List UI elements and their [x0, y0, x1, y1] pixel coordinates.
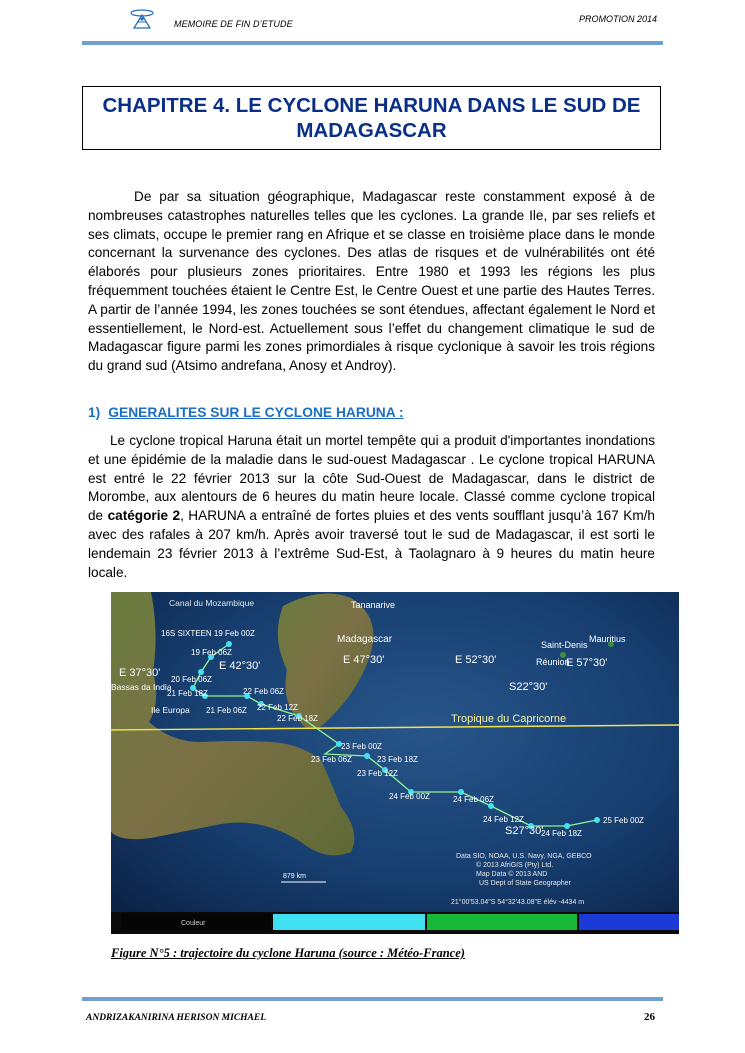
map-credit: US Dept of State Geographer — [479, 880, 571, 887]
map-label-europa: Ile Europa — [151, 705, 190, 715]
track-label: 23 Feb 18Z — [377, 755, 418, 764]
track-label: 22 Feb 12Z — [257, 703, 298, 712]
map-label-saint-denis: Saint-Denis — [541, 640, 588, 650]
track-label: 24 Feb 00Z — [389, 792, 430, 801]
map-coord-e42: E 42°30' — [219, 660, 261, 672]
legend-swatch-green — [427, 914, 577, 930]
page-number: 26 — [644, 1011, 655, 1023]
map-label-canal: Canal du Mozambique — [169, 598, 255, 608]
map-coord-s27: S27°30' — [505, 825, 544, 837]
school-logo — [128, 8, 156, 30]
section-paragraph-text-2: , HARUNA a entraîné de fortes pluies et des vents soufflant jusqu’à 167 Km/h avec des rafales à 207 km/h. Après avoir traversé tout le sud de Madagascar, il est sorti le lendemain 23 février 2013 à l’extrême Sud-Est, à Taolagnaro à 9 heures du matin heure locale. — [88, 508, 655, 580]
header-title: MEMOIRE DE FIN D’ETUDE — [174, 19, 293, 29]
figure-caption: Figure N°5 : trajectoire du cyclone Haruna (source : Météo-France) — [111, 946, 465, 960]
map-coords-readout: 21°00'53.04"S 54°32'43.08"E élév -4434 m — [451, 899, 585, 906]
section-paragraph — [88, 432, 655, 582]
section-paragraph-text-1: Le cyclone tropical Haruna était un mortel tempête qui a produit d'importantes inondations et une épidémie de la maladie dans le sud-ouest Madagascar . Le cyclone tropical HARUNA est entré le 22 février 2013 sur la côte Sud-Ouest de Madagascar, dans le district de Morombe, aux alentours de 6 heures du matin heure locale. Classé comme cyclone tropical de — [88, 433, 655, 524]
track-label: 23 Feb 00Z — [341, 742, 382, 751]
legend-swatch-cyan — [273, 914, 425, 930]
track-label: 22 Feb 06Z — [243, 687, 284, 696]
legend-swatch-blue — [579, 914, 679, 930]
track-label: 22 Feb 18Z — [277, 714, 318, 723]
section-number: 1) — [88, 405, 101, 420]
map-label-bassas: Bassas da India — [111, 682, 172, 692]
intro-paragraph: De par sa situation géographique, Madagascar reste constamment exposé à de nombreuses catastrophes naturelles telles que les cyclones. La grande Ile, par ses reliefs et ses climats, occupe le premier rang en Afrique et se classe en troisième place dans le monde concernant la survenance des cyclones. Des atlas de risques et de vulnérabilités ont été élaborés pour plusieurs zones prioritaires. Entre 1980 et 1993 les régions les plus fréquemment touchées étaient le Centre Est, le Centre Ouest et une partie des Hautes Terres. A partir de l’année 1994, les zones touchées se sont étendues, affectant également le Nord et essentiellement, le Nord-est. Actuellement sous l’effet du changement climatique le sud de Madagascar figure parmi les zones primordiales à risque cyclonique à savoir les trois régions du grand sud (Atsimo andrefana, Anosy et Androy). — [88, 189, 655, 374]
track-point — [364, 753, 370, 759]
map-coord-s22: S22°30' — [509, 681, 548, 693]
track-label: 21 Feb 06Z — [206, 706, 247, 715]
map-credit: © 2013 AfriGIS (Pty) Ltd. — [476, 862, 554, 869]
header-rule — [82, 41, 663, 45]
map-coord-e47: E 47°30' — [343, 654, 385, 666]
track-label: 21 Feb 18Z — [167, 689, 208, 698]
cyclone-track-map — [111, 592, 679, 934]
map-credit: Data SIO, NOAA, U.S. Navy, NGA, GEBCO — [456, 853, 592, 860]
track-label: 16S SIXTEEN 19 Feb 00Z — [161, 629, 255, 638]
map-label-madagascar: Madagascar — [337, 634, 393, 645]
track-point — [226, 641, 232, 647]
track-label: 25 Feb 00Z — [603, 816, 644, 825]
map-scale-label: 879 km — [283, 873, 306, 880]
map-tropic-label: Tropique du Capricorne — [451, 713, 567, 725]
map-coord-e57: E 57°30' — [566, 657, 608, 669]
track-label: 24 Feb 12Z — [483, 815, 524, 824]
track-label: 19 Feb 06Z — [191, 648, 232, 657]
legend-label: Couleur — [181, 920, 206, 927]
map-label-reunion: Réunion — [536, 657, 570, 667]
map-coord-e37: E 37°30' — [119, 667, 161, 679]
map-label-mauritius: Mauritius — [589, 634, 626, 644]
track-label: 23 Feb 12Z — [357, 769, 398, 778]
map-label-tananarive: Tananarive — [351, 600, 396, 610]
track-label: 20 Feb 06Z — [171, 675, 212, 684]
track-label: 24 Feb 06Z — [453, 795, 494, 804]
track-label: 24 Feb 18Z — [541, 829, 582, 838]
chapter-title-box — [82, 86, 661, 150]
chapter-title: CHAPITRE 4. LE CYCLONE HARUNA DANS LE SUD DE MADAGASCAR — [102, 94, 641, 142]
map-coord-e52: E 52°30' — [455, 654, 497, 666]
footer-author: ANDRIZAKANIRINA HERISON MICHAEL — [86, 1013, 267, 1023]
footer-rule — [82, 997, 663, 1001]
section-heading — [88, 405, 404, 420]
section-title: GENERALITES SUR LE CYCLONE HARUNA : — [108, 405, 404, 420]
map-credit: Map Data © 2013 AND — [476, 871, 548, 878]
track-label: 23 Feb 06Z — [311, 755, 352, 764]
header-promotion: PROMOTION 2014 — [578, 14, 657, 24]
section-paragraph-bold: catégorie 2 — [107, 508, 181, 524]
track-point — [594, 817, 600, 823]
